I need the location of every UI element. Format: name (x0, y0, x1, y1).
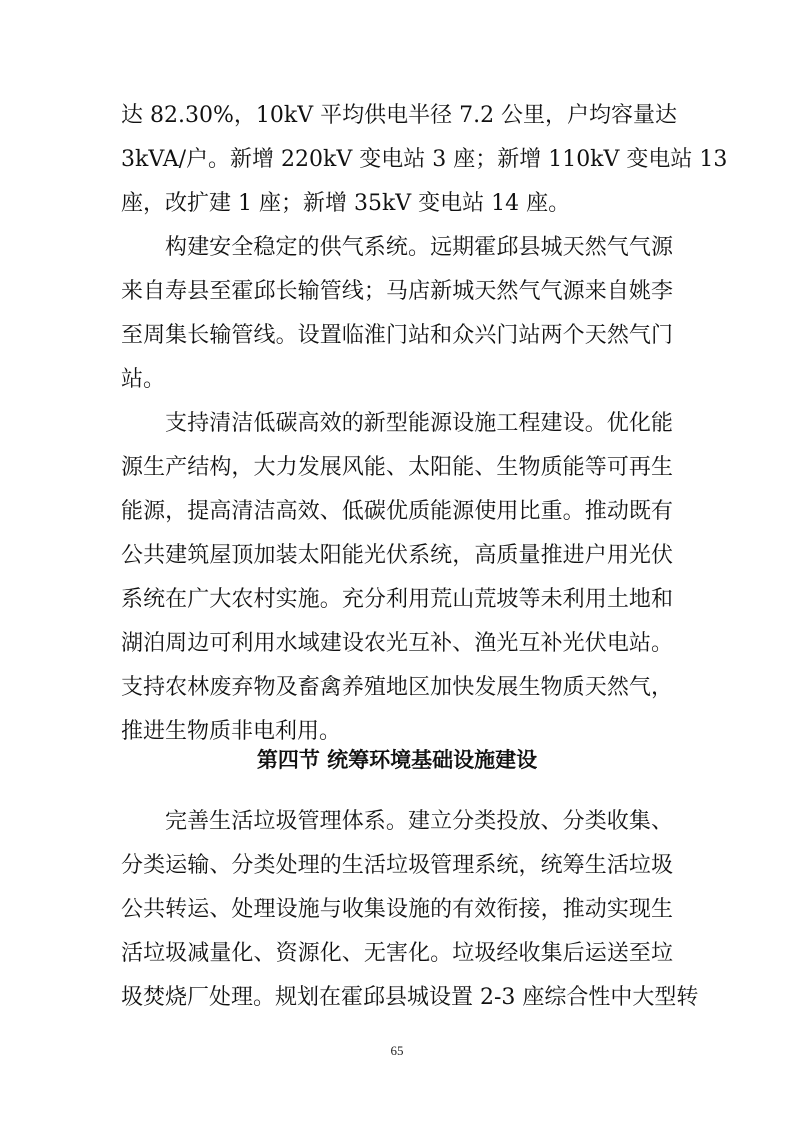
paragraph-4-line-3: 公共转运、处理设施与收集设施的有效衔接，推动实现生 (121, 897, 673, 922)
paragraph-3-line-4: 公共建筑屋顶加装太阳能光伏系统，高质量推进户用光伏 (121, 543, 673, 568)
paragraph-3-line-1: 支持清洁低碳高效的新型能源设施工程建设。优化能 (165, 411, 673, 436)
paragraph-4-line-1: 完善生活垃圾管理体系。建立分类投放、分类收集、 (165, 809, 673, 834)
paragraph-3-line-5: 系统在广大农村实施。充分利用荒山荒坡等未利用土地和 (121, 587, 673, 612)
paragraph-4-line-2: 分类运输、分类处理的生活垃圾管理系统，统筹生活垃圾 (121, 853, 673, 878)
paragraph-3-line-7: 支持农林废弃物及畜禽养殖地区加快发展生物质天然气， (121, 675, 673, 700)
paragraph-3-line-3: 能源，提高清洁高效、低碳优质能源使用比重。推动既有 (121, 499, 673, 524)
paragraph-3-line-8: 推进生物质非电利用。 (121, 719, 342, 744)
paragraph-1-line-2: 3kVA/户。新增 220kV 变电站 3 座；新增 110kV 变电站 13 (121, 147, 728, 172)
paragraph-1-line-1: 达 82.30%，10kV 平均供电半径 7.2 公里，户均容量达 (121, 103, 678, 128)
paragraph-2-line-4: 站。 (121, 367, 166, 392)
paragraph-1-line-3: 座，改扩建 1 座；新增 35kV 变电站 14 座。 (121, 191, 571, 216)
paragraph-4-line-5: 圾焚烧厂处理。规划在霍邱县城设置 2-3 座综合性中大型转 (121, 985, 699, 1010)
section-heading: 第四节 统筹环境基础设施建设 (256, 748, 538, 772)
paragraph-2-line-2: 来自寿县至霍邱长输管线；马店新城天然气气源来自姚李 (121, 279, 673, 304)
paragraph-3-line-2: 源生产结构，大力发展风能、太阳能、生物质能等可再生 (121, 455, 673, 480)
paragraph-4-line-4: 活垃圾减量化、资源化、无害化。垃圾经收集后运送至垃 (121, 941, 673, 966)
page-number: 65 (390, 1043, 404, 1058)
paragraph-2-line-1: 构建安全稳定的供气系统。远期霍邱县城天然气气源 (165, 235, 673, 260)
paragraph-2-line-3: 至周集长输管线。设置临淮门站和众兴门站两个天然气门 (121, 323, 673, 348)
paragraph-3-line-6: 湖泊周边可利用水域建设农光互补、渔光互补光伏电站。 (121, 631, 673, 656)
